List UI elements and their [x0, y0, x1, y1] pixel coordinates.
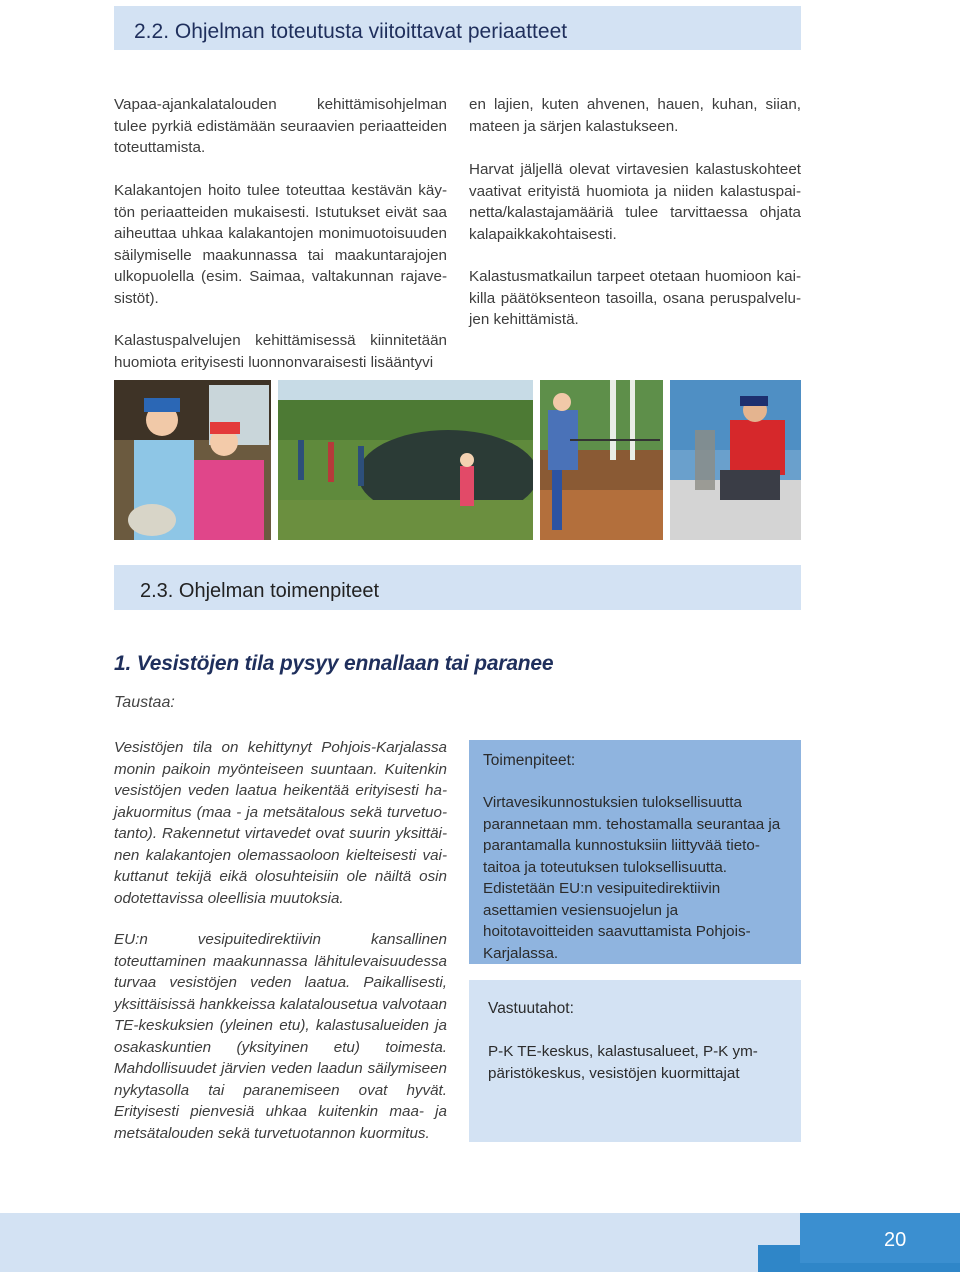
toimenpiteet-label: Toimenpiteet: — [483, 752, 576, 769]
section-title: 2.2. Ohjelman toteutusta viitoittavat periaatteet — [134, 20, 568, 43]
paragraph: Kalastusmatkailun tarpeet otetaan huomioon kaikilla päätöksenteon tasoilla, osana peruspalvelujen kehittämistä. — [469, 268, 801, 328]
photo-child-fishing-rod — [540, 380, 663, 540]
section-header-band — [114, 565, 801, 610]
photo-children-winter — [114, 380, 271, 540]
paragraph: Harvat jäljellä olevat virtavesien kalastuskohteet vaativat erityistä huomiota ja niiden kalastuspainetta/kalastajamääriä tulee tarvittaessa ohjata kalapaikkakohtaisesti. — [469, 161, 801, 243]
taustaa-paragraph: Vesistöjen tila on kehittynyt Pohjois-Karjalassa monin paikoin myönteiseen suuntaan. Kuitenkin vesistöjen veden laatua heikentää erityisesti hajakuormitus (maa - ja metsätalous sekä turvetuotanto). Rakennetut virtavedet ovat suurin yksittäinen kalakantojen olemassaoloon kielteisesti vaikuttanut tekijä eikä olosuhteisiin ole näiltä osin odotettavissa oleellisia muutoksia. — [114, 739, 447, 907]
vastuutahot-label: Vastuutahot: — [488, 1000, 574, 1017]
vastuutahot-text: P-K TE-keskus, kalastusalueet, P-K ympäristökeskus, vesistöjen kuormittajat — [488, 1043, 758, 1082]
paragraph: Kalastuspalvelujen kehittämisessä kiinnitetään huomiota erityisesti luonnonvaraisesti lisääntyvi — [114, 332, 447, 371]
page-number-box — [800, 1213, 960, 1263]
photo-man-with-net — [670, 380, 801, 540]
photo-lake-fishing-group — [278, 380, 533, 540]
paragraph: Kalakantojen hoito tulee toteuttaa kestävän käytön periaatteiden mukaisesti. Istutukset eivät saa aiheuttaa uhkaa kalakantojen monimuotoisuuden säilymiselle maakunnassa tai maakuntarajojen ulkopuolella (esim. Saimaa, valtakunnan rajavesistöt). — [114, 182, 447, 307]
subsection-heading: 1. Vesistöjen tila pysyy ennallaan tai paranee — [114, 652, 554, 675]
page-number: 20 — [884, 1229, 907, 1251]
paragraph: Vapaa-ajankalatalouden kehittämisohjelman tulee pyrkiä edistämään seuraavien periaatteiden toteuttamista. — [114, 96, 447, 156]
toimenpiteet-box — [469, 740, 801, 964]
vastuutahot-box — [469, 980, 801, 1142]
paragraph: en lajien, kuten ahvenen, hauen, kuhan, siian, mateen ja särjen kalastukseen. — [469, 96, 801, 135]
taustaa-paragraph: EU:n vesipuitedirektiivin kansallinen toteuttaminen maakunnassa lähitulevaisuudessa turvaa vesistöjen veden laatua. Paikallisesti, yksittäisissä hankkeissa kalatalousetua valvotaan TE-keskuksien (yleinen etu), kalastusalueiden ja osakaskuntien (yksityinen etu) toimesta. Mahdollisuudet järvien veden laadun säilymiseen nykytasolla tai paranemiseen ovat hyvät. Erityisesti pienvesiä uhkaa kuitenkin maa- ja metsätalouden sekä turvetuotannon kuormitus. — [114, 931, 447, 1142]
section-title: 2.3. Ohjelman toimenpiteet — [140, 580, 380, 602]
toimenpiteet-text: Virtavesikunnostuksien tuloksellisuutta parannetaan mm. tehostamalla seurantaa ja parantamalla kunnostuksiin liittyvää tieto-taitoa ja toteutuksen tuloksellisuutta. Edistetään EU:n vesipuitedirektiivin asettamien vesiensuojelun ja hoitotavoitteiden saavuttamista Pohjois-Karjalassa. — [483, 794, 781, 962]
taustaa-label: Taustaa: — [114, 694, 175, 711]
section-header-band — [114, 6, 801, 50]
